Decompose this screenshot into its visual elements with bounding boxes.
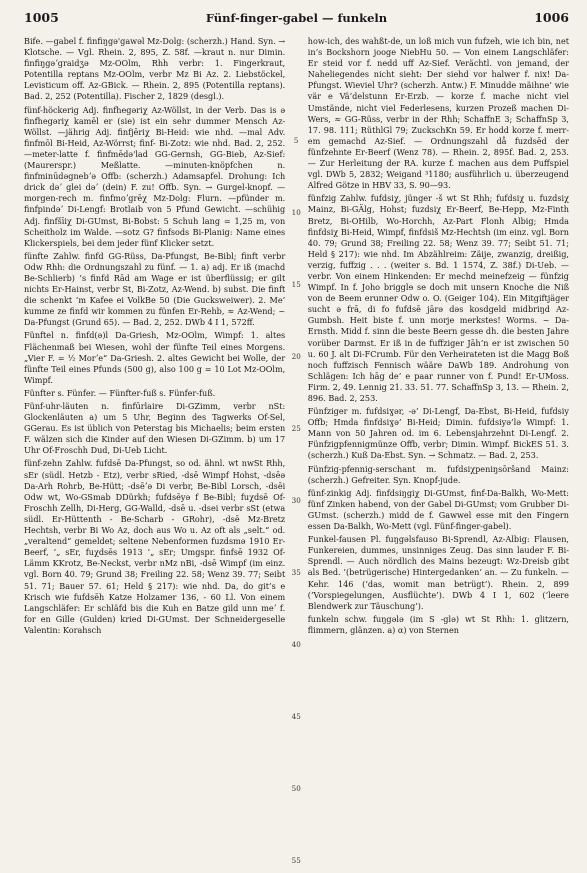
line-number: 55	[291, 856, 301, 865]
right-page-number: 1006	[534, 10, 569, 25]
line-number: 40	[291, 640, 301, 649]
page-header	[24, 10, 569, 30]
line-number: 10	[291, 208, 301, 217]
line-number: 45	[291, 712, 301, 721]
two-column-body	[24, 36, 569, 865]
left-page-number: 1005	[24, 10, 59, 25]
entry-fuenf-zinkig: fünf-zinkig Adj. finfdsiŋgiχ Di-GUmst, finf-Da-Balkh, Wo-Mett: fünf Zinken habend, von der Gabel Di-GUmst; vom Grubber Di-GUmst. (scherzh.) midd de f. Gawwel esse mit den Fingern essen Da-Balkh, Wo-Mett (vgl. Fünf-finger-gabel).	[307, 487, 569, 532]
line-number: 15	[291, 280, 301, 289]
entry-fuenf-finger-gabel: Bife. —gabel f. finfiŋgə'gawǝl Mz-Dolg: (scherzh.) Hand. Syn. → Klotsche. — Vgl. Rhein. 2, 895, Z. 58f. —kraut n. nur Dimin. finfiŋgəʼgraidʒə Mz-OOlm, Rhh verbr: 1. Fingerkraut, Potentilla reptans Mz-OOlm, verbr Mz Bi Az. 2. Liebstöckel, Levisticum off. Az-GBick. — Rhein. 2, 895 (Potentilla reptans). Bad. 2, 252 (Potentilla). Fischer 2, 1829 (desgl.).	[24, 36, 286, 102]
entry-fuenfzig: fünfzig Zahlw. fufdsiχ, jünger -š wt St Rhh; fufdsiχ u. fuzdsiχ Mainz, Bi-GÄlg, Hohst; fuzdsiχ Er-Beerf, Be-Hepp, Mz-Finth Bretz, Bi-OHilb, Wo-Horchh, Az-Part Flonh Albig; Hmda finfdsiχ Bi-Heid, Wimpf, finfdsiš Mz-Hechtsh (im einz. vgl. Born 40. 79; Grund 38; Freiling 22. 58; Wenz 39. 77; Seibt 51. 71; Held § 217): wie nhd. Im Abzählreim: Zäije, zwanzig, dreißig, verzig, fuffzig . . . (weiter s. Bd. 1 1574, Z. 38f.) Di-Ueb. — verbr. Von einem Hinkenden: Er mechd meinefzeig — fünfzig Wimpf. In f. Joho brigglɘ se doch mit unsern Knoche die Niß von de Beem erunner Odw o. O. (Geiger 104). Ein Mitgiftjäger sucht ə frā, di fo fufdsē jārə dəs kosdgeld midbriŋd Az-Gumbsh. Heit biste f. unn morje merkstes! Worms. ~ Da-Ernsth. Midd f. sinn die beste Beern gesse dh. die besten Jahre vorüber Darmst. Er iß in de fuffziger Jāh’n er ist zwischen 50 u. 60 J. alt Di-FCrumb. Für den Verheirateten ist die Magg Boß noch fuffzisch Fennisch wääre DaWb 189. Androhung von Schlägen: Ich hāg de’ e paar runner von f. Pund! Er-UMoss. Firm. 2, 49. Lennig 21. 33. 51. 77. SchaffnSp 3, 13. — Rhein. 2, 896. Bad. 2, 253.	[307, 193, 569, 403]
line-number: 20	[291, 352, 301, 361]
entry-fuenfziger: Fünfziger m. fufdsiɣər, -ə’ Di-Lengf, Da-Ebst, Bi-Heid, fufdsiy Offb; Hmda finfdsiɣə’ Bi-Heid; Dimin. fufdsiyə’lə Wimpf: 1. Mann von 50 Jahren od. im 6. Lebensjahrzehnt Di-Lengf. 2. Fünfzigpfennigmünze Offb, verbr; Dimin. Wimpf. BickES 51. 3. (scherzh.) Kuß Da-Ebst. Syn. → Schmatz. — Bad. 2, 253.	[307, 406, 569, 461]
entry-funkeln: funkeln schw. fuŋgəlǝ (im S -glə) wt St Rhh: 1. glitzern, flimmern, glänzen. a) α) von Sternen	[307, 613, 569, 635]
running-title: Fünf-finger-gabel — funkeln	[205, 11, 388, 25]
entry-fuenf-zehn: fünf-zehn Zahlw. fufdsē Da-Pfungst, so od. ähnl. wt nwSt Rhh, sEr (südl. Hetzb - Etz), verbr sRied, -dsē Wimpf Hohst, -dsēə Da-Arh Rohrb, Be-Hütt; -dsēʼə Di verbr, Be-Bibl Lorsch, -dsēi Odw wt, Wo-GSmab DDürkh; fufdsēyə f Be-Bibl; fuχdsē Of-Froschh Zellh, Di-Herg, GG-Walld, -dsē u. -dsei verbr sSt (etwa südl. Er-Hüttenth - Be-Scharb - GRohr), -dsē Mz-Bretz Hechtsh, verbr Bi Wo Az, doch aus Wo u. Az oft als „selt.“ od. „veraltend“ gemeldet; seltene Nebenformen fuzdsmə 1910 Er-Beerf, ’„ sEr, fuχdsēs 1913 ’„ sEr; Umgspr. finfsē 1932 Of-Lämm KKrotz, Be-Neckst, verbr nMz nBi, -dsē Wimpf (im einz. vgl. Born 40. 79; Grund 38; Freiling 22. 58; Wenz 39. 77; Seibt 51. 71; Bauer 57. 61; Held § 217): wie nhd. Da, do git’s e Krisch wie fufdsēh Katze Holzamer 136, - 60 Ll. Von einem Langschläfer: Er schläfd bis die Kuh en Batze gild unn meʼ f. for en Gille (Gulden) kried Di-GUmst. Der Schneidergeselle Valentin: Korahsch	[24, 458, 286, 635]
entry-fuenf-hoeckerig: fünf-höckerig Adj. finfhegəriχ Az-Wöllst, in der Verb. Das is ə finfhegəriχ kamēl er (sie) ist ein sehr dummer Mensch Az-Wöllst. —jährig Adj. finfjēriχ Bi-Heid: wie nhd. —mal Adv. finfmōl Bi-Heid, Az-Wörrst; finf- Bi-Zotz: wie nhd. Bad. 2, 252. —meter-latte f. finfmēdə'lad GG-Gernsh, GG-Bieb, Az-Sief: (Maurerspr.) Meßlatte. —minuten-knöpfchen n. finfminūdəgnebʼə Offb: (scherzh.) Adamsapfel. Drohung: Ich drick dəʼ glei dəʼ (dein) F. zu! Offb. Syn. → Gurgel-knopf. —morgen-rech m. finfmoʼgrēχ Mz-Dolg: Flurn. —pfünder m. finfpindəʼ Di-Lengf: Brotlaib von 5 Pfund Gewicht. —schühig Adj. finfšīiχ Di-GUmst, Bi-Bobst: 5 Schuh lang = 1,25 m, von Scheitholz im Walde. —sotz G? finfsods Bi-Planig: Name eines Klickerspiels, bei dem jeder fünf Klicker setzt.	[24, 104, 286, 248]
left-column	[24, 36, 285, 636]
line-number: 50	[291, 784, 301, 793]
line-number: 5	[293, 136, 299, 145]
line-number: 25	[291, 424, 301, 433]
entry-fuenf-uhr-laeuten: Fünf-uhr-läuten n. finfūrlaire Di-GZimm, verbr nSt: Glockenläuten a) um 5 Uhr, Beginn des Tagwerks Of-Sel, GGerau. Es ist üblich von Peterstag bis Michaelis; beim ersten F. wälzen sich die Kinder auf den Wiesen Di-GZimm. b) um 17 Uhr Of-Froschh Dud, Di-Ueb Licht.	[24, 401, 286, 456]
right-column	[308, 36, 569, 636]
entry-funkel-fausen: Funkel-fausen Pl. fuŋgəlsfauso Bi-Sprendl, Az-Albig: Flausen, Funkereien, dummes, unsinniges Zeug. Das sinn lauder F. Bi-Sprendl. — Auch nördlich des Mains bezeugt: Wz-Dreisb gibt als Bed. ’(betrügerische) Hintergedanken’ an. — Zu funkeln. — Kehr. 146 (’das, womit man betrügt’). Rhein. 2, 899 (’Vorspiegelungen, Ausflüchte’). DWb 4 I 1, 602 (’leere Blendwerk zur Täuschung’).	[307, 534, 569, 611]
entry-fuenf-zehn-continued: how-ich, des wahßt-de, un loß mich vun fufzeh, wie ich bin, net in’s Bockshorn jooge NiebHu 50. — Von einem Langschläfer: Er steid vor f. nedd uff Az-Sief. Verächtl. von jemand, der Naheliegendes nicht sieht: Der siehd vor halwer f. nix! Da-Pfungst. Wieviel Uhr? (scherzh. Antw.) F. Minudde mäihne’ wie vär e Vä’delstunn Er-Erzb. — korze f. mache nicht viel Umstände, nicht viel Federlesens, kurzen Prozeß machen Di-Wers, ≈ GG-Rüss, verbr in der Rhh; SchaffnE 3; SchaffnSp 3, 17. 98. 111; RüthlGl 79; ZuckschKn 59. Er hodd korze f. merr-em gemachd Az-Sief. — Ordnungszahl då fuzdsēd der fünfzehnte Er-Beerf (Wenz 78). — Rhein. 2, 895f. Bad. 2, 253. — Zur Herleitung der RA. kurze f. machen aus dem Puffspiel vgl. DWb 5, 2832; Weigand ³1180; ausführlich u. überzeugend Alfred Götze in HBV 33, S. 90—93.	[307, 36, 569, 191]
line-number: 35	[291, 568, 301, 577]
entry-fuenfte: fünfte Zahlw. finfd GG-Rüss, Da-Pfungst, Be-Bibl; finft verbr Odw Rhh: die Ordnungszahl zu fünf. — 1. a) adj. Er iß (machd Be-Schlierb) ’s finfd Rād am Wage er ist überflüssig; er gilt nichts Er-Hainst, verbr St, Bi-Zotz, Az-Wend. b) subst. Die finft die schenkt ’m Kafee ei VolkBe 50 (Die Gucksweiwer). 2. Me’ kumme ze finfd wir kommen zu fünfen Er-Rehb, ≈ Az-Wend; ~ Da-Pfungst (Grund 65). — Bad. 2, 252. DWb 4 I 1, 572ff.	[24, 250, 286, 328]
entry-fuenfzig-pfennig-serschant: Fünfzig-pfennig-serschant m. fufdsiχpeniŋsōrŝand Mainz: (scherzh.) Gefreiter. Syn. Knopf-jude.	[307, 463, 569, 485]
entry-fuenfter: Fünfter s. Fünfer. — Fünfter-fuß s. Fünfer-fuß.	[24, 387, 216, 398]
line-number: 30	[291, 496, 301, 505]
line-number-gutter	[285, 36, 308, 865]
entry-fuenftel: Fünftel n. finfd(ə)l Da-Griesh, Mz-OOlm, Wimpf: 1. altes Flächenmaß bei Wiesen, wohl der fünfte Teil eines Morgens. „Vier F. = ½ Morʼe“ Da-Griesh. 2. altes Gewicht bei Wolle, der fünfte Teil eines Pfunds (500 g), also 100 g = 10 Lot Mz-OOlm, Wimpf.	[24, 330, 286, 385]
